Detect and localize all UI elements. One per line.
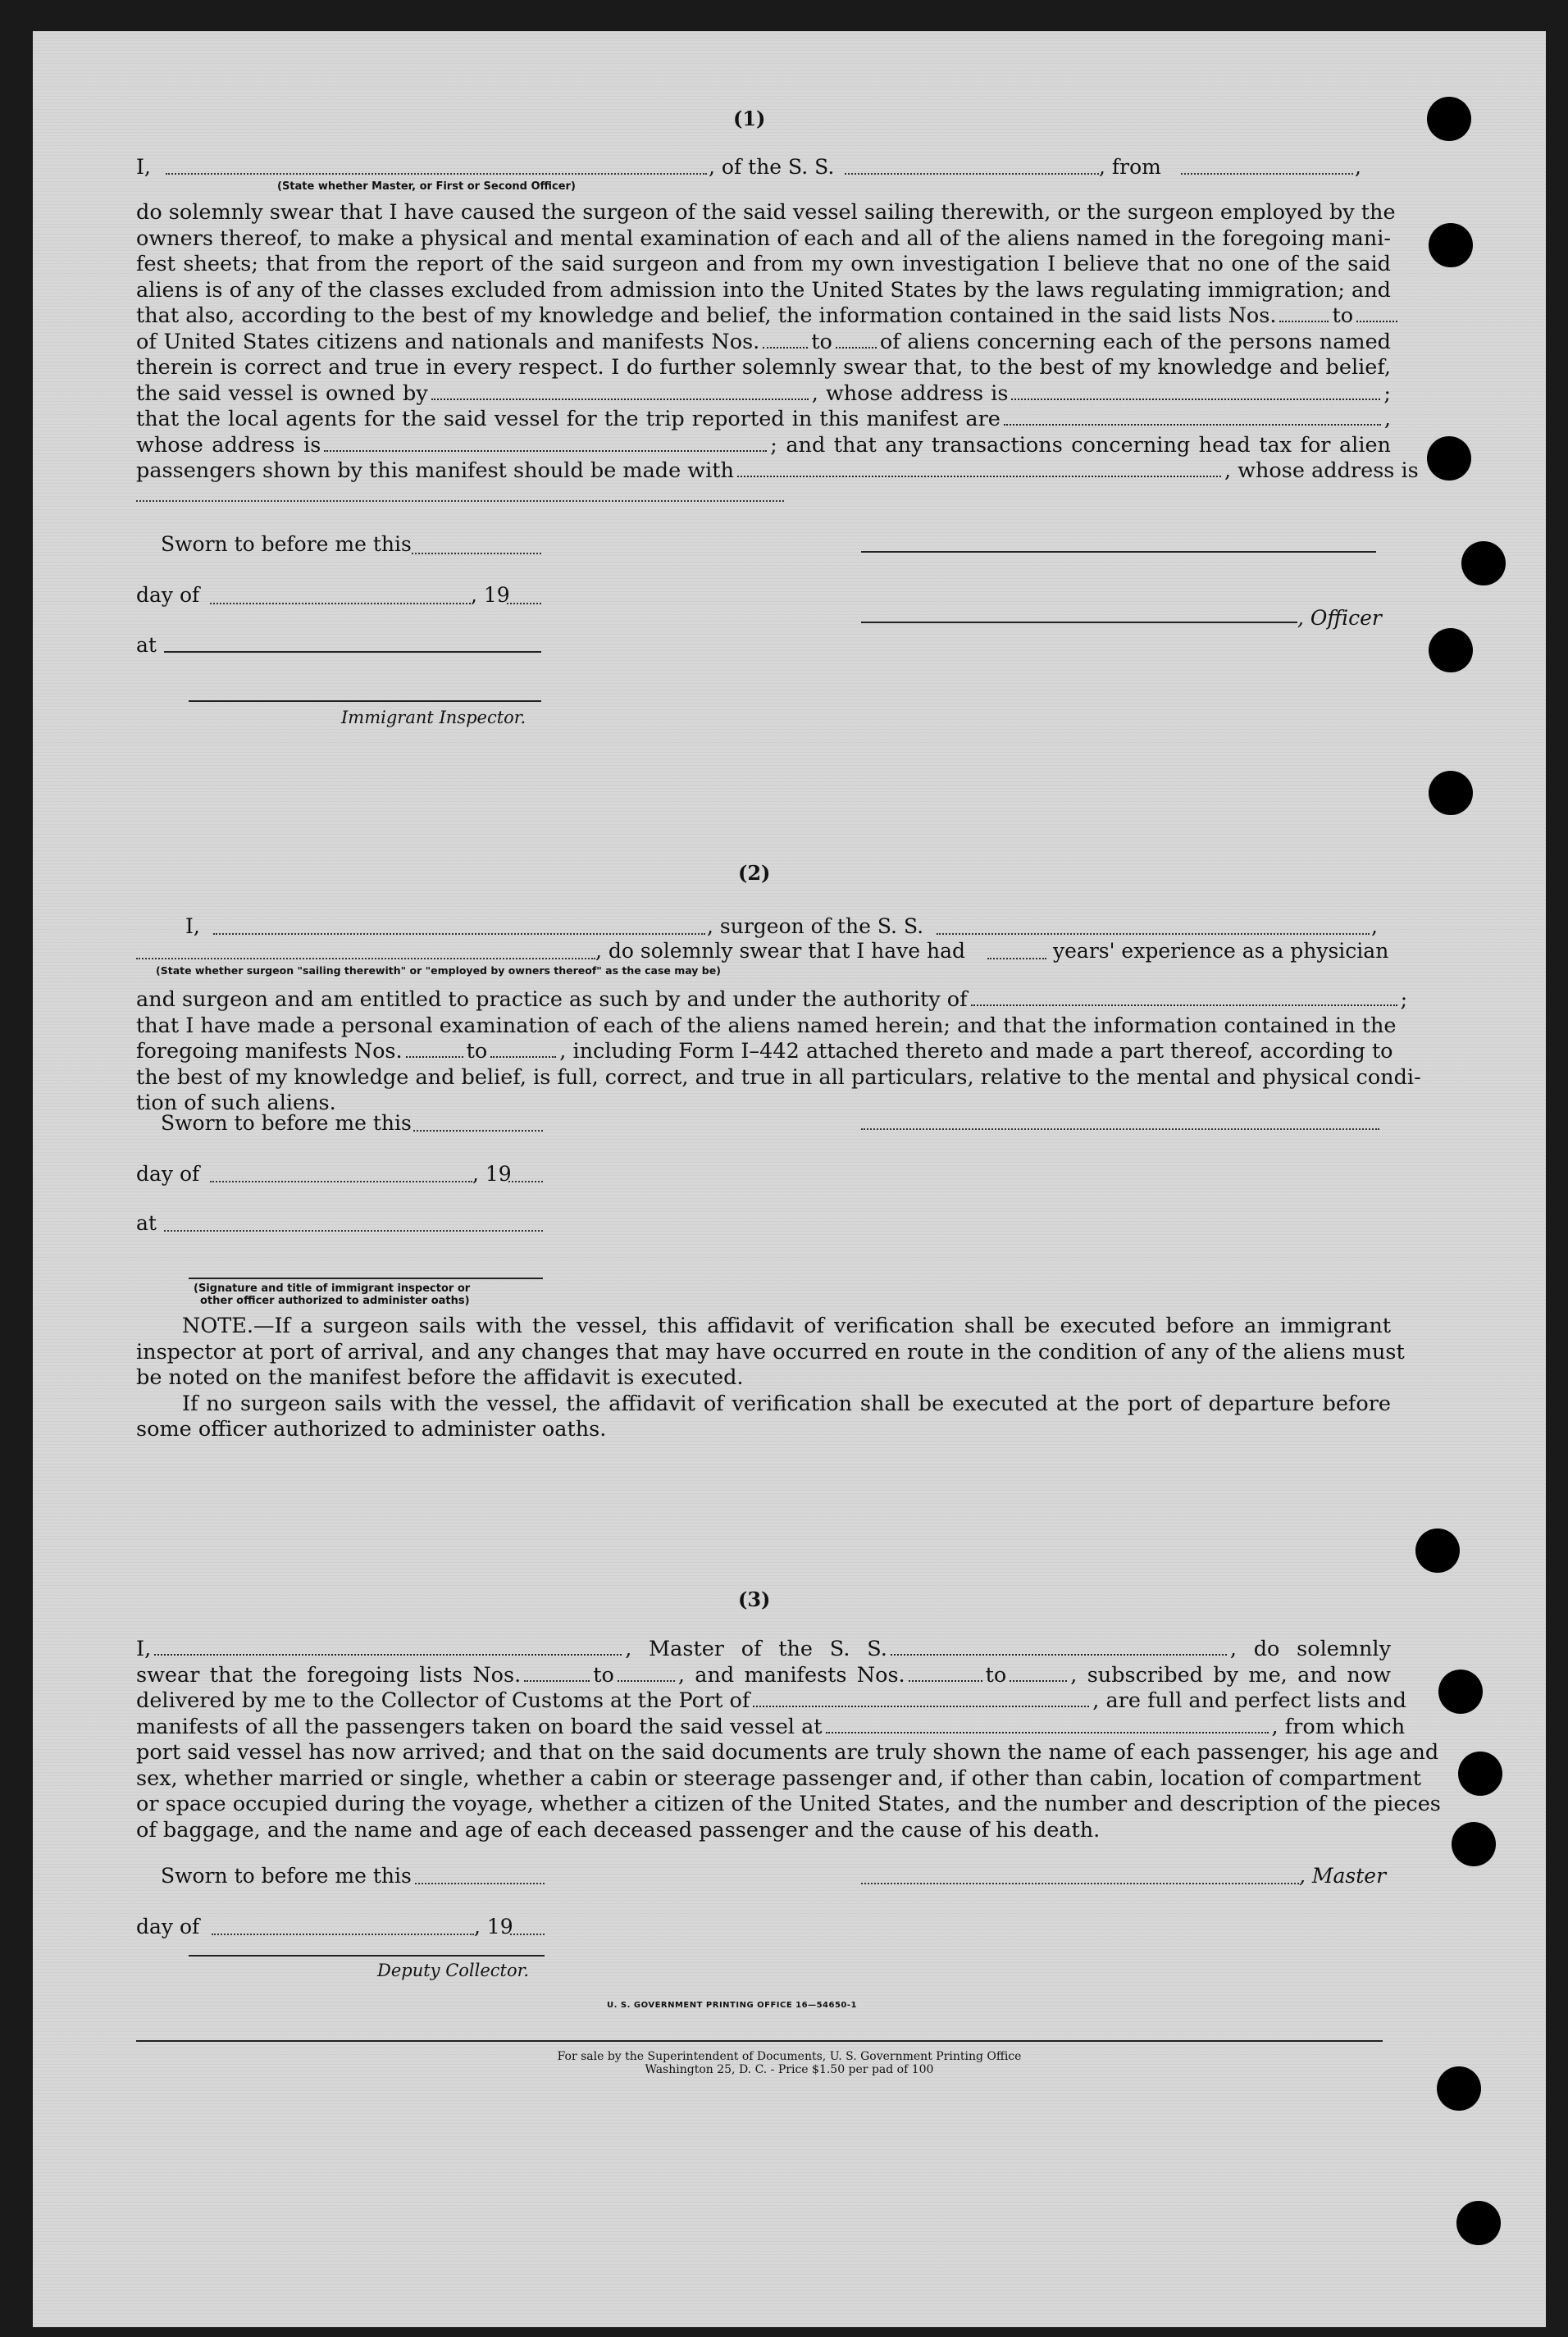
s1-owner-address-field[interactable] <box>1011 384 1380 400</box>
s3-master-label: , Master <box>1299 1864 1387 1888</box>
s3-nineteen: , 19 <box>474 1915 513 1938</box>
s1-line: owners thereof, to make a physical and mental examination of each and all of the aliens named in the foregoing mani- <box>136 226 1391 251</box>
s2-manifests-from-field[interactable] <box>406 1041 463 1058</box>
punch-hole <box>1429 771 1473 815</box>
s1-at-label: at <box>136 633 157 657</box>
s3-line: port said vessel has now arrived; and that on the said documents are truly shown the name of each passenger, his age and <box>136 1740 1439 1765</box>
s1-agents-field[interactable] <box>1004 409 1381 426</box>
s3-line: of baggage, and the name and age of each deceased passenger and the cause of his death. <box>136 1817 1101 1843</box>
s2-day-of-label: day of <box>136 1162 200 1186</box>
s1-officer-label: , Officer <box>1297 606 1382 630</box>
s2-note-line: some officer authorized to administer oaths. <box>136 1417 607 1442</box>
s1-sworn-day-field[interactable] <box>412 553 541 554</box>
s1-owner-field[interactable] <box>431 384 809 400</box>
s2-note <box>136 1314 1405 1443</box>
s1-line-citizens: of United States citizens and nationals and manifests Nos. to of aliens concerning each of the persons named <box>136 329 1392 354</box>
s1-address-continuation-field[interactable] <box>136 500 784 502</box>
s2-note-line: If no surgeon sails with the vessel, the affidavit of verification shall be executed at the port of departure before <box>182 1391 1391 1416</box>
s2-surgeon-name-field[interactable] <box>213 933 705 935</box>
s3-lists-from-field[interactable] <box>524 1665 590 1682</box>
s1-officer-note: (State whether Master, or First or Second Officer) <box>277 180 576 193</box>
printing-office-line: U. S. GOVERNMENT PRINTING OFFICE 16—54650-1 <box>607 2001 857 2010</box>
s2-signature-note-line: other officer authorized to administer oaths) <box>200 1295 470 1307</box>
s2-comma: , <box>1371 914 1378 938</box>
s3-port-field[interactable] <box>753 1691 1089 1707</box>
s3-sworn-day-field[interactable] <box>415 1883 545 1884</box>
s1-agents-address-field[interactable] <box>324 435 767 452</box>
s2-line-authority: and surgeon and am entitled to practice as such by and under the authority of ; <box>136 987 1408 1012</box>
s2-sailing-status-field[interactable] <box>136 958 595 959</box>
punch-hole <box>1458 1752 1502 1796</box>
s2-at-field[interactable] <box>164 1230 543 1232</box>
s3-month-field[interactable] <box>212 1934 474 1935</box>
s3-line-boarded: manifests of all the passengers taken on board the said vessel at , from which <box>136 1714 1406 1739</box>
punch-hole <box>1429 628 1473 672</box>
s3-line-lists: swear that the foregoing lists Nos. to , and manifests Nos. to , subscribed by me, and now <box>136 1662 1392 1688</box>
s1-inspector-signature-line[interactable] <box>189 700 541 702</box>
s1-line-passengers: passengers shown by this manifest should be made with , whose address is <box>136 458 1419 483</box>
punch-hole <box>1437 2066 1481 2111</box>
s2-paragraph <box>136 987 1421 1117</box>
punch-hole <box>1456 2201 1501 2245</box>
sale-notice-line: For sale by the Superintendent of Documents, U. S. Government Printing Office <box>557 2050 1022 2063</box>
s2-signature-note-line: (Signature and title of immigrant inspector or <box>194 1282 471 1295</box>
section-1-number: (1) <box>733 107 766 130</box>
s1-lists-to-field[interactable] <box>1356 306 1397 322</box>
s1-day-of-label: day of <box>136 583 200 607</box>
s1-signature-line[interactable] <box>861 551 1376 553</box>
sale-notice <box>33 2050 1546 2076</box>
s1-line: do solemnly swear that I have caused the surgeon of the said vessel sailing therewith, or the surgeon employed by the <box>136 200 1396 225</box>
s1-nineteen: , 19 <box>471 583 510 607</box>
s2-manifests-to-field[interactable] <box>490 1041 556 1058</box>
s2-month-field[interactable] <box>210 1181 472 1182</box>
s1-inspector-label: Immigrant Inspector. <box>341 708 526 727</box>
s2-authority-field[interactable] <box>971 990 1397 1006</box>
s1-headtax-field[interactable] <box>737 461 1221 477</box>
s2-at-label: at <box>136 1211 157 1235</box>
s3-lists-to-field[interactable] <box>618 1665 675 1682</box>
punch-hole <box>1415 1528 1460 1573</box>
punch-hole <box>1427 97 1471 141</box>
s1-paragraph <box>136 200 1419 485</box>
punch-hole <box>1438 1670 1483 1714</box>
s2-note-line: inspector at port of arrival, and any changes that may have occurred en route in the condition of any of the aliens must <box>136 1339 1405 1364</box>
s2-signature-note <box>194 1282 470 1307</box>
s1-line: therein is correct and true in every respect. I do further solemnly swear that, to the best of my knowledge and belief, <box>136 355 1391 380</box>
s1-line-lists: that also, according to the best of my knowledge and belief, the information contained in the said lists Nos. to <box>136 303 1391 330</box>
s1-at-field[interactable] <box>164 651 541 653</box>
s3-line: sex, whether married or single, whether a cabin or steerage passenger and, if other than cabin, location of compartment <box>136 1765 1422 1791</box>
s2-surgeon-note: (State whether surgeon "sailing therewith" or "employed by owners thereof" as the case may be) <box>156 964 721 977</box>
s2-sworn-day-field[interactable] <box>413 1130 543 1132</box>
s3-master-signature-line[interactable] <box>861 1883 1299 1884</box>
s2-experience-label: years' experience as a physician <box>1053 939 1389 963</box>
s2-note-line: be noted on the manifest before the affidavit is executed. <box>136 1365 744 1390</box>
s3-line-master: I, , Master of the S. S. , do solemnly <box>136 1637 1391 1661</box>
s1-manifests-to-field[interactable] <box>836 332 877 348</box>
s3-manifests-from-field[interactable] <box>909 1665 982 1682</box>
s1-line-whose: whose address is ; and that any transactions concerning head tax for alien <box>136 432 1391 458</box>
s1-officer-name-field[interactable] <box>166 173 707 175</box>
s2-i-label: I, <box>185 914 200 938</box>
s1-line-agents: that the local agents for the said vessel for the trip reported in this manifest are , <box>136 407 1391 431</box>
s3-day-of-label: day of <box>136 1915 200 1938</box>
section-3-number: (3) <box>738 1588 771 1611</box>
s3-master-name-field[interactable] <box>154 1639 622 1656</box>
punch-hole <box>1427 436 1471 481</box>
s2-surgeon-of-label: , surgeon of the S. S. <box>707 914 924 938</box>
s3-collector-signature-line[interactable] <box>189 1955 545 1957</box>
sale-notice-line: Washington 25, D. C. - Price $1.50 per pad of 100 <box>645 2063 934 2076</box>
s1-i-label: I, <box>136 155 151 179</box>
section-2-number: (2) <box>738 861 771 885</box>
s2-signature-line[interactable] <box>861 1128 1379 1130</box>
s2-sworn-label: Sworn to before me this <box>161 1111 412 1135</box>
s2-years-field[interactable] <box>987 958 1046 959</box>
s1-year-field[interactable] <box>507 603 541 604</box>
s3-paragraph <box>136 1637 1441 1843</box>
s1-sworn-label: Sworn to before me this <box>161 532 412 556</box>
s2-swear-label: , do solemnly swear that I have had <box>595 939 966 963</box>
s1-line-owned: the said vessel is owned by , whose address is ; <box>136 380 1392 406</box>
s2-ship-name-field[interactable] <box>937 933 1370 935</box>
s3-sworn-label: Sworn to before me this <box>161 1864 412 1888</box>
s3-ship-name-field[interactable] <box>891 1639 1227 1656</box>
form-sheet <box>33 31 1546 2327</box>
punch-hole <box>1461 541 1506 585</box>
s2-line: that I have made a personal examination of each of the aliens named herein; and that the information contained in the <box>136 1013 1397 1038</box>
s2-line-manifests: foregoing manifests Nos. to , including Form I–442 attached thereto and made a part thereof, according to <box>136 1039 1393 1064</box>
s3-line-port: delivered by me to the Collector of Customs at the Port of , are full and perfect lists and <box>136 1688 1406 1713</box>
s1-from-label: , from <box>1099 155 1161 179</box>
s1-month-field[interactable] <box>210 603 471 604</box>
s1-lists-from-field[interactable] <box>1279 306 1329 322</box>
s1-manifests-from-field[interactable] <box>763 332 808 348</box>
s1-of-ss-label: , of the S. S. <box>709 155 835 179</box>
punch-hole <box>1452 1822 1496 1866</box>
s1-line: fest sheets; that from the report of the said surgeon and from my own investigation I believe that no one of the said <box>136 252 1391 276</box>
punch-hole <box>1429 223 1473 267</box>
s2-line: tion of such aliens. <box>136 1091 336 1115</box>
s1-comma: , <box>1355 155 1361 179</box>
s3-boarded-at-field[interactable] <box>826 1717 1269 1733</box>
s1-from-field[interactable] <box>1181 173 1353 175</box>
s3-line: or space occupied during the voyage, whether a citizen of the United States, and the number and description of the pieces <box>136 1792 1441 1816</box>
s1-ship-name-field[interactable] <box>845 173 1099 175</box>
s3-deputy-label: Deputy Collector. <box>377 1961 530 1980</box>
s1-officer-line[interactable] <box>861 622 1297 623</box>
s1-line: aliens is of any of the classes excluded from admission into the United States by the laws regulating immigration; and <box>136 277 1391 303</box>
s2-line: the best of my knowledge and belief, is full, correct, and true in all particulars, relative to the mental and physical condi- <box>136 1064 1421 1090</box>
s2-note-line: NOTE.—If a surgeon sails with the vessel, this affidavit of verification shall be executed before an immigrant <box>182 1314 1391 1338</box>
s2-nineteen: , 19 <box>472 1162 512 1186</box>
s3-year-field[interactable] <box>510 1934 545 1935</box>
s3-manifests-to-field[interactable] <box>1010 1665 1067 1682</box>
s2-year-field[interactable] <box>508 1181 543 1182</box>
footer-divider <box>136 2040 1383 2042</box>
s2-inspector-signature-line[interactable] <box>189 1278 543 1279</box>
